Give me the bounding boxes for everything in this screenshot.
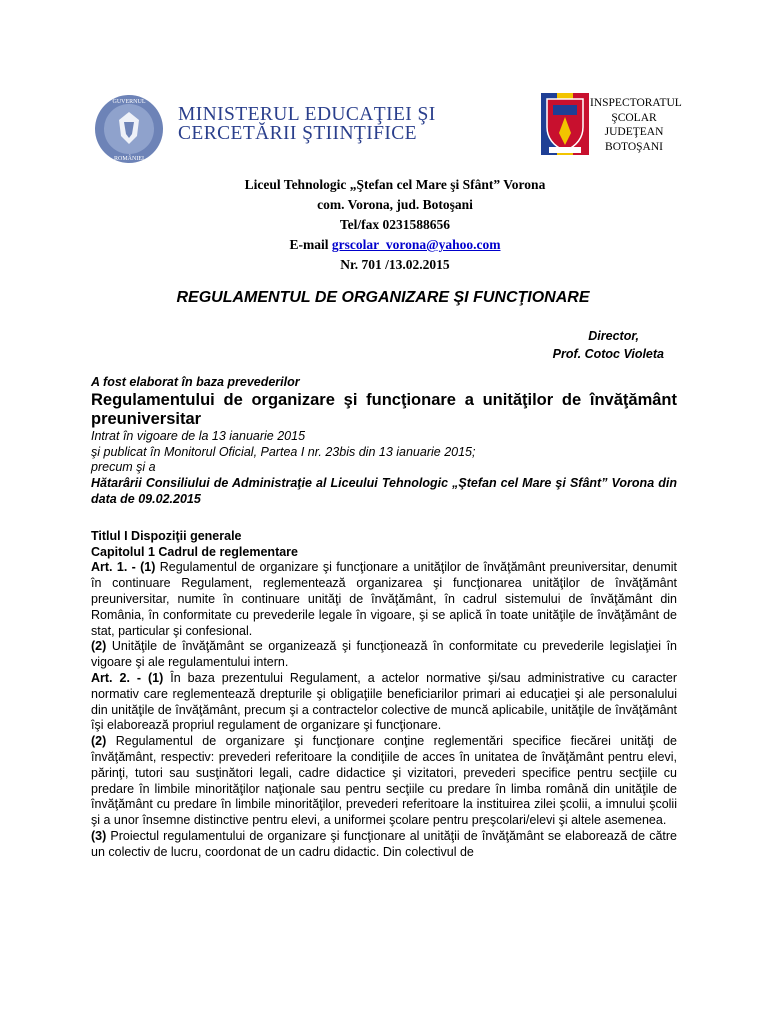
article-2-p2-label: (2): [91, 734, 107, 749]
director-label: Director,: [588, 329, 639, 343]
regulation-title: Regulamentului de organizare şi funcţionare a unităţilor de învăţământ preuniversitar: [91, 390, 677, 428]
article-2-paragraph-1: [91, 671, 677, 734]
school-address: com. Vorona, jud. Botoşani: [317, 197, 473, 212]
article-2-label: Art. 2. - (1): [91, 670, 164, 685]
isj-line-1: INSPECTORATUL: [590, 97, 682, 109]
intro-line-5: precum şi a: [91, 460, 156, 475]
intro-line-4: şi publicat în Monitorul Oficial, Partea I nr. 23bis din 13 ianuarie 2015;: [91, 444, 476, 459]
spacer: [91, 508, 677, 529]
intro-line-3: Intrat în vigoare de la 13 ianuarie 2015: [91, 428, 306, 443]
article-1-paragraph-1: [91, 560, 677, 639]
director-signature: [420, 327, 664, 363]
director-name: Prof. Cotoc Violeta: [552, 347, 664, 361]
school-email-line: [150, 235, 640, 255]
article-2-p2-text: Regulamentul de organizare şi funcţionare conţine reglementări specifice fiecărei unităţi de învăţământ, respectiv: prevederi referitoare la condiţiile de acces în unitatea de învăţământ pentru elevi, părinţi, tutori sau susţinători legali, cadre didactice şi vizitatori, prevederi specifice pentru secţiile cu predare în limbile minorităţilor naţionale sau pentru secţiile cu predare în limba română din unităţile de învăţământ cu predare în limbile minorităţilor, prevederi referitoare la instituirea zilei şcolii, a imnului şcolii şi a unor însemne distinctive pentru elevi, a uniformei şcolare pentru preşcolari/elevi şi altele asemenea.: [91, 734, 677, 828]
article-2-paragraph-3: [91, 829, 677, 861]
article-1-paragraph-2: [91, 639, 677, 671]
article-2-text: În baza prezentului Regulament, a actelor normative şi/sau administrative cu caracter normativ care reglementează drepturile şi obligaţiile beneficiarilor primari ai educaţiei şi ale personalului din unităţile de învăţământ, precum şi a contractelor colective de muncă aplicabile, unităţile de învăţământ îşi elaborează propriul regulament de organizare şi funcţionare.: [91, 670, 678, 733]
document-body: [91, 375, 677, 861]
article-2-paragraph-2: [91, 734, 677, 829]
document-title: REGULAMENTUL DE ORGANIZARE ŞI FUNCŢIONARE: [176, 289, 590, 306]
article-1-p2-text: Unităţile de învăţământ se organizează şi funcţionează în conformitate cu prevederile legislaţiei în vigoare şi ale regulamentului intern.: [91, 639, 677, 670]
article-1-label: Art. 1. - (1): [91, 560, 156, 575]
email-link[interactable]: grscolar_vorona@yahoo.com: [331, 237, 501, 252]
ministry-line-2: CERCETĂRII ŞTIINŢIFICE: [178, 123, 417, 144]
school-info: [150, 175, 640, 275]
document-number: Nr. 701 /13.02.2015: [340, 257, 450, 272]
article-1-p2-label: (2): [91, 639, 107, 654]
section-title: Titlul I Dispoziţii generale: [91, 528, 242, 543]
isj-name: [590, 96, 682, 154]
svg-text:GUVERNUL: GUVERNUL: [112, 99, 146, 105]
svg-text:ROMÂNIEI: ROMÂNIEI: [114, 156, 144, 162]
article-2-p3-text: Proiectul regulamentului de organizare şi funcţionare al unităţii de învăţământ se elaborează de către un colectiv de lucru, coordonat de un cadru didactic. Din colectivul de: [91, 828, 677, 859]
board-decision: Hătarârii Consiliului de Administraţie al Liceului Tehnologic „Ştefan cel Mare şi Sfânt” Vorona din data de 09.02.2015: [91, 476, 677, 506]
isj-crest-logo: [541, 93, 589, 155]
chapter-title: Capitolul 1 Cadrul de reglementare: [91, 544, 298, 559]
article-1-text: Regulamentul de organizare şi funcţionare a unităţilor de învăţământ preuniversitar, denumit în continuare Regulament, reglementează organizarea şi funcţionarea unităţilor de învăţământ preuniversitar, numite în continuare unităţi de învăţământ, în cadrul sistemului de învăţământ din România, în conformitate cu prevederile legale în vigoare, şi se aplică în toate unităţile de învăţământ de stat, particular şi confesional.: [91, 560, 677, 638]
isj-line-3: JUDEŢEAN: [604, 126, 664, 138]
email-label: E-mail: [289, 237, 332, 252]
ministry-name: [178, 105, 436, 143]
article-2-p3-label: (3): [91, 828, 107, 843]
intro-line-1: A fost elaborat în baza prevederilor: [91, 375, 300, 389]
government-seal-logo: [94, 94, 164, 164]
isj-line-4: BOTOŞANI: [605, 140, 663, 153]
school-name: Liceul Tehnologic „Ştefan cel Mare şi Sfânt” Vorona: [244, 177, 546, 192]
ministry-line-1: MINISTERUL EDUCAŢIEI ŞI: [178, 104, 436, 125]
school-phone: Tel/fax 0231588656: [339, 217, 451, 232]
isj-line-2: ŞCOLAR: [611, 111, 657, 124]
